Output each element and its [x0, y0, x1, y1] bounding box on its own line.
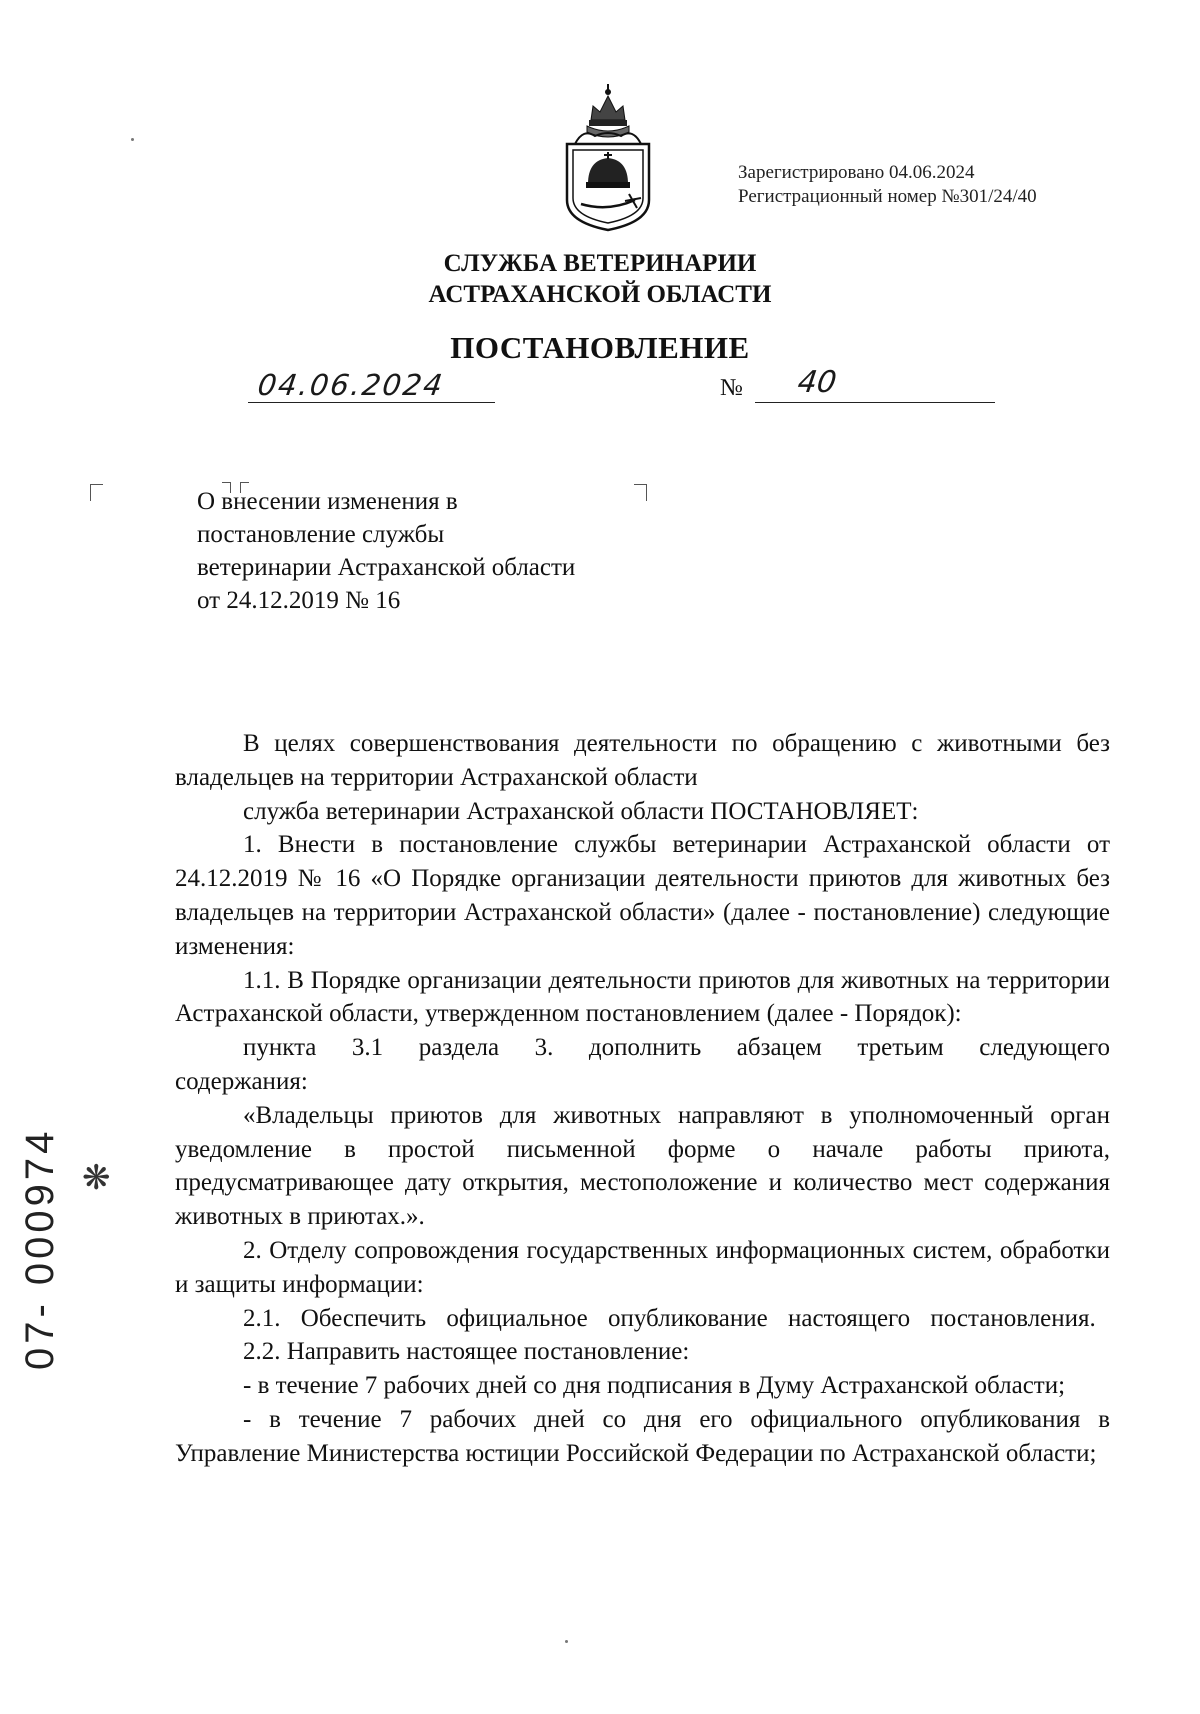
body-paragraph: пункта 3.1 раздела 3. дополнить абзацем третьим следующего содержания:: [175, 1034, 1110, 1095]
document-number: 40: [795, 365, 839, 400]
body-paragraph: служба ветеринарии Астраханской области ПОСТАНОВЛЯЕТ:: [243, 797, 919, 825]
number-underline: [755, 402, 995, 403]
registration-number: Регистрационный номер №301/24/40: [738, 186, 1037, 207]
document-body: [175, 727, 1110, 1471]
document-subject: [197, 485, 657, 617]
organization-name-line2: АСТРАХАНСКОЙ ОБЛАСТИ: [428, 281, 772, 308]
subject-line: ветеринарии Астраханской области: [197, 554, 576, 581]
subject-line: постановление службы: [197, 521, 445, 548]
body-paragraph: 2. Отделу сопровождения государственных информационных систем, обработки и защиты информации:: [175, 1236, 1110, 1298]
body-paragraph: В целях совершенствования деятельности по обращению с животными без владельцев на территории Астраханской области: [175, 730, 1110, 791]
date-underline: [248, 402, 495, 403]
document-type-heading: ПОСТАНОВЛЕНИЕ: [450, 330, 750, 365]
subject-line: О внесении изменения в: [197, 488, 458, 515]
body-paragraph: «Владельцы приютов для животных направляют в уполномоченный орган уведомление в простой письменной форме о начале работы приюта, предусматривающее дату открытия, местоположение и количество мест содержания животных в приютах.».: [175, 1101, 1110, 1231]
body-paragraph: - в течение 7 рабочих дней со дня подписания в Думу Астраханской области;: [243, 1372, 1066, 1400]
side-mark-icon: ❋: [82, 1160, 111, 1197]
body-paragraph: - в течение 7 рабочих дней со дня его официального опубликования в Управление Министерства юстиции Российской Федерации по Астраханской области;: [175, 1405, 1110, 1467]
number-sign: №: [720, 375, 743, 401]
organization-name-line1: СЛУЖБА ВЕТЕРИНАРИИ: [443, 250, 757, 277]
astrakhan-coat-of-arms-icon: [553, 82, 663, 232]
body-paragraph: 1. Внести в постановление службы ветеринарии Астраханской области от 24.12.2019 № 16 «О Порядке организации деятельности приютов для животных без владельцев на территории Астраханской области» (далее - постановление) следующие изменения:: [175, 831, 1110, 960]
registration-date: Зарегистрировано 04.06.2024: [738, 162, 975, 183]
body-paragraph: 1.1. В Порядке организации деятельности приютов для животных на территории Астраханской области, утвержденном постановлением (далее - Порядок):: [175, 966, 1110, 1028]
scan-speck: [565, 1640, 568, 1643]
corner-mark-top-left: [90, 484, 103, 501]
body-paragraph: 2.2. Направить настоящее постановление:: [243, 1338, 690, 1366]
registration-info: [738, 161, 1037, 209]
subject-line: от 24.12.2019 № 16: [197, 587, 401, 614]
document-date: 04.06.2024: [255, 368, 447, 402]
side-registration-stamp: 07- 000974: [18, 1127, 62, 1370]
scan-speck: [131, 138, 134, 141]
body-paragraph: 2.1. Обеспечить официальное опубликование настоящего постановления.: [243, 1304, 1096, 1332]
organization-name: [300, 248, 900, 310]
